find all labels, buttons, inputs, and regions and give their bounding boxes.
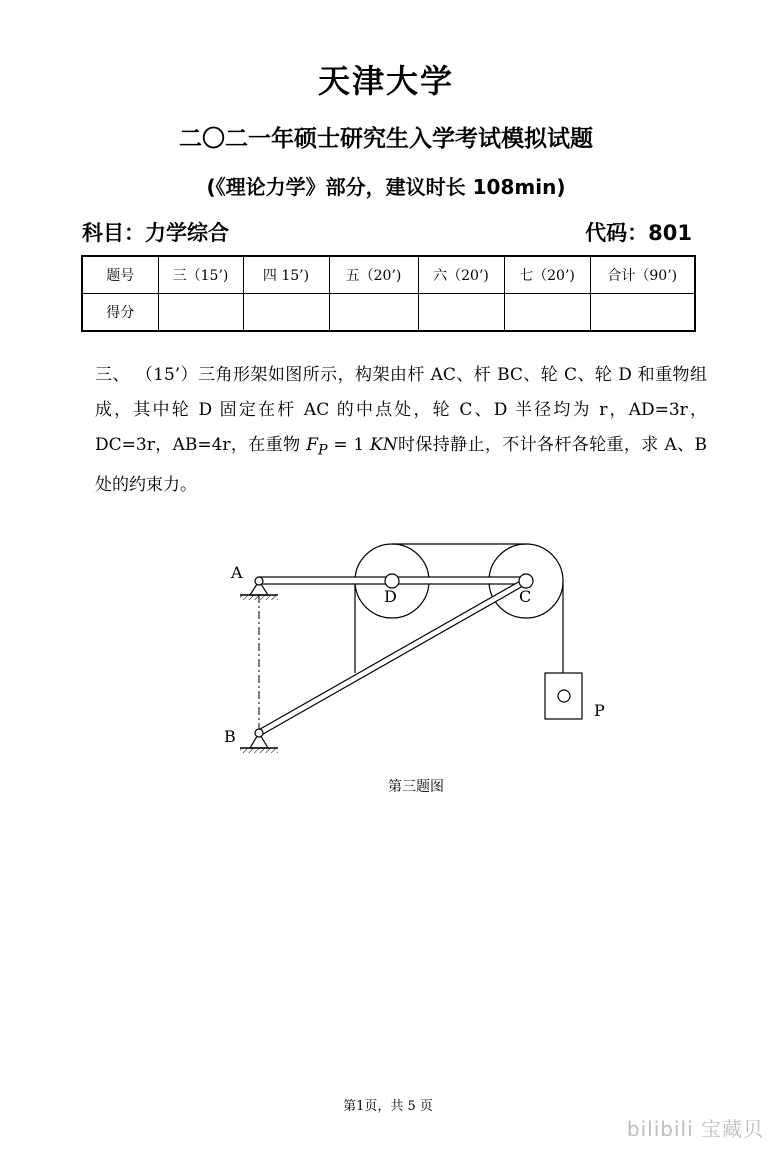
code-label: 代码：801	[585, 221, 692, 245]
score-blank	[158, 294, 243, 332]
score-table-header-row	[82, 256, 695, 294]
subject-label: 科目：力学综合	[82, 221, 229, 245]
weight-hub-icon	[558, 690, 570, 702]
score-row-label: 得分	[82, 294, 158, 332]
exam-title: 二〇二一年硕士研究生入学考试模拟试题	[179, 126, 593, 152]
label-a: A	[231, 563, 243, 582]
hub-c-icon	[519, 574, 533, 588]
page-footer: 第1页，共 5 页	[343, 1099, 433, 1114]
score-cell-q6: 六（20’)	[418, 256, 504, 294]
pin-b-icon	[255, 729, 263, 737]
exam-subtitle: (《理论力学》部分，建议时长 108min)	[206, 175, 566, 199]
score-blank	[329, 294, 418, 332]
score-table	[81, 255, 696, 332]
ground-a-hatch	[240, 595, 278, 600]
question-text	[95, 358, 707, 503]
force-unit: KN	[370, 435, 398, 455]
force-subscript: P	[318, 442, 328, 459]
watermark: bilibili 宝藏贝	[626, 1117, 764, 1141]
truss-figure	[220, 535, 620, 767]
label-d: D	[384, 587, 397, 606]
score-blank	[590, 294, 695, 332]
score-cell-q5: 五（20’)	[329, 256, 418, 294]
question-body-2: 时保持静止，不计各杆各轮重，求 A、B 处的约束力。	[95, 435, 707, 496]
label-p: P	[594, 701, 605, 720]
score-cell-q4: 四 15’)	[243, 256, 329, 294]
score-cell-q7: 七（20’)	[504, 256, 590, 294]
ground-b-hatch	[240, 748, 278, 753]
force-symbol: F	[306, 435, 319, 455]
force-value: = 1	[327, 435, 370, 455]
question-number: 三、	[95, 365, 130, 385]
question-points: （15’）	[135, 365, 199, 385]
university-title: 天津大学	[317, 62, 454, 100]
force-expression	[306, 435, 398, 459]
score-blank	[243, 294, 329, 332]
hub-d-icon	[385, 574, 399, 588]
score-table-score-row	[82, 294, 695, 332]
score-cell-total: 合计（90’)	[590, 256, 695, 294]
score-cell-question-no: 题号	[82, 256, 158, 294]
score-blank	[418, 294, 504, 332]
label-b: B	[224, 727, 236, 746]
figure-caption: 第三题图	[388, 779, 444, 795]
label-c: C	[519, 587, 532, 606]
score-blank	[504, 294, 590, 332]
question-body-1: 三角形架如图所示，构架由杆 AC、杆 BC、轮 C、轮 D 和重物组成，其中轮 D 固定在杆 AC 的中点处，轮 C、D 半径均为 r，AD=3r，DC=3r，AB=4r，在重物	[95, 365, 707, 455]
pin-a-icon	[255, 577, 263, 585]
score-cell-q3: 三（15’)	[158, 256, 243, 294]
